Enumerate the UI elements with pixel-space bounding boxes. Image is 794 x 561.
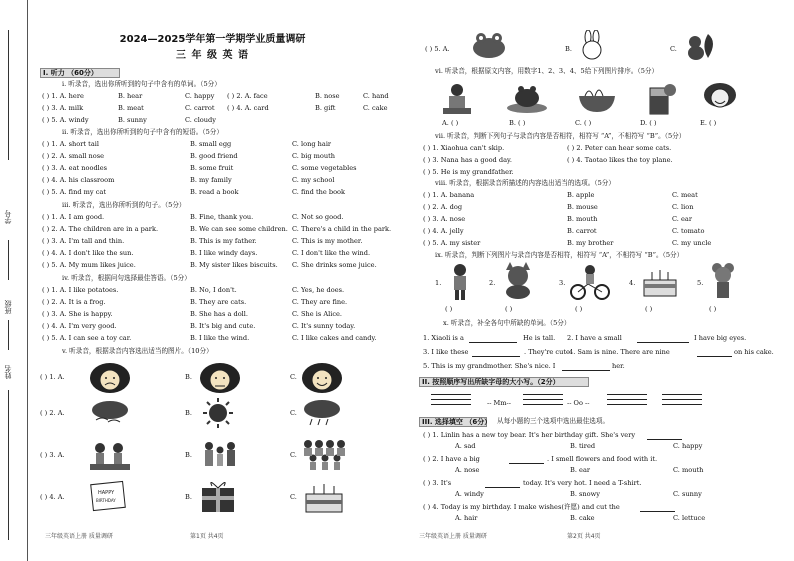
part-i-row-3-cell-1: ( ) 5. A. windy xyxy=(42,116,89,124)
part-ii-row-4-cell-1: ( ) 4. A. his classroom xyxy=(42,176,115,184)
part-iii-row-2-cell-1: ( ) 2. A. The children are in a park. xyxy=(42,225,159,233)
option-c-label: C. xyxy=(290,373,297,381)
part-iii-instructions: iii. 听录音，选出你所听到的句子。（5分） xyxy=(62,201,186,209)
cake-picture xyxy=(640,262,680,300)
part-i-row-1-cell-2: B. hear xyxy=(118,92,143,100)
part-ii-row-5-cell-2: B. read a book xyxy=(190,188,239,196)
part-ii-row-2-cell-2: B. good friend xyxy=(190,152,238,160)
option-b-label: B. xyxy=(185,409,192,417)
sidebar-label-name: 姓名 xyxy=(4,365,12,379)
ix-number-4: 4. xyxy=(629,279,636,287)
part-viii-row-4-cell-2: B. carrot xyxy=(567,227,597,235)
gift-box-picture xyxy=(198,478,238,514)
part-viii-row-1-cell-2: B. apple xyxy=(567,191,595,199)
question-label: ( ) 5. A. xyxy=(425,45,450,53)
part-i-row-1-cell-5: B. nose xyxy=(315,92,340,100)
windy-cloud-picture xyxy=(88,398,132,428)
section-1-title: I. 听力 （60分） xyxy=(43,69,98,77)
part-iv-row-4-cell-1: ( ) 4. A. I'm very good. xyxy=(42,322,117,330)
question-label: ( ) 1. A. xyxy=(40,373,65,381)
option-c-label: C. xyxy=(290,409,297,417)
part-iii-row-1-cell-3: C. Not so good. xyxy=(292,213,344,221)
choice-1-option-c: C. happy xyxy=(673,442,703,450)
option-b-label: B. xyxy=(565,45,572,53)
juice-glass-picture xyxy=(640,80,680,118)
section-3-instructions: 从每小题的三个选项中选出最佳选项。 xyxy=(497,417,610,425)
part-vi-instructions: vi. 听录音，根据原文内容，用数字1、2、3、4、5给下列图片排序。（5分） xyxy=(435,67,659,75)
part-x-instructions: x. 听录音，补全各句中所缺的单词。（5分） xyxy=(443,319,571,327)
choice-2-option-b: B. ear xyxy=(570,466,591,474)
squirrel-picture xyxy=(682,30,718,62)
writing-line xyxy=(662,404,702,405)
part-vii-row-1-cell-2: ( ) 2. Peter can hear some cats. xyxy=(567,144,672,152)
part-vii-instructions: vii. 听录音，判断下列句子与录音内容是否相符，相符写 “A”，不相符写 “B”。（5分） xyxy=(435,132,686,140)
part-x-row-2-cell-3: 4. Sam is nine. There are nine xyxy=(569,348,670,356)
part-iii-row-4-cell-3: C. I don't like the wind. xyxy=(292,249,371,257)
rain-cloud-picture xyxy=(300,398,344,428)
fill-blank-line[interactable] xyxy=(647,439,682,440)
writing-line xyxy=(523,399,563,400)
sidebar-label-school: 学号 xyxy=(4,210,12,224)
part-iv-row-1-cell-2: B. No, I don't. xyxy=(190,286,237,294)
svg-text:HAPPY: HAPPY xyxy=(98,490,115,496)
option-b-label: B. xyxy=(185,373,192,381)
part-viii-row-3-cell-2: B. mouth xyxy=(567,215,598,223)
choice-4-option-c: C. lettuce xyxy=(673,514,706,522)
fill-blank-line[interactable] xyxy=(472,356,520,357)
birthday-cake-picture xyxy=(300,476,348,516)
part-viii-row-5-cell-1: ( ) 5. A. my sister xyxy=(423,239,481,247)
part-iv-row-5-cell-2: B. I like the wind. xyxy=(190,334,250,342)
part-iv-row-3-cell-2: B. She has a doll. xyxy=(190,310,248,318)
choice-3-option-c: C. sunny xyxy=(673,490,702,498)
ix-number-5: 5. xyxy=(697,279,704,287)
answer-paren-2: ( ) xyxy=(505,305,513,313)
part-ix-instructions: ix. 听录音，判断下列图片与录音内容是否相符，相符写 “A”，不相符写 “B”。（5分） xyxy=(435,251,684,259)
ix-number-3: 3. xyxy=(559,279,566,287)
part-i-row-2-cell-2: B. meat xyxy=(118,104,144,112)
part-iv-row-2-cell-3: C. They are fine. xyxy=(292,298,348,306)
order-label-a: A. ( ) xyxy=(442,119,459,127)
part-x-row-2-cell-2: . They're cute. xyxy=(524,348,573,356)
choice-2-option-a: A. nose xyxy=(455,466,480,474)
part-i-row-2-cell-1: ( ) 3. A. milk xyxy=(42,104,84,112)
part-iii-row-2-cell-2: B. We can see some children. xyxy=(190,225,288,233)
part-vii-row-3-cell-1: ( ) 5. He is my grandfather. xyxy=(423,168,514,176)
fill-blank-line[interactable] xyxy=(697,356,732,357)
part-iii-row-5-cell-3: C. She drinks some juice. xyxy=(292,261,377,269)
mouse-picture xyxy=(707,262,739,300)
part-x-row-1-cell-3: 2. I have a small xyxy=(567,334,622,342)
part-iii-row-5-cell-1: ( ) 5. A. My mum likes juice. xyxy=(42,261,136,269)
part-ii-row-2-cell-1: ( ) 2. A. small nose xyxy=(42,152,105,160)
choice-question-2: ( ) 2. I have a big xyxy=(423,455,480,463)
choice-4-option-b: B. cake xyxy=(570,514,595,522)
option-c-label: C. xyxy=(290,451,297,459)
smiling-girl-picture xyxy=(700,80,740,118)
exam-title: 2024—2025学年第一学期学业质量调研 xyxy=(119,34,306,45)
choice-1-option-a: A. sad xyxy=(455,442,476,450)
part-viii-row-5-cell-3: C. my uncle xyxy=(672,239,712,247)
writing-line xyxy=(607,394,647,395)
choice-3-option-a: A. windy xyxy=(455,490,484,498)
children-picture xyxy=(88,438,132,472)
part-iv-row-3-cell-1: ( ) 3. A. She is happy. xyxy=(42,310,113,318)
choice-question-3: ( ) 3. It's xyxy=(423,479,452,487)
writing-line xyxy=(523,394,563,395)
part-v-instructions: v. 听录音，根据录音内容选出适当的图片。（10分） xyxy=(62,347,213,355)
part-iii-row-4-cell-1: ( ) 4. A. I don't like the sun. xyxy=(42,249,134,257)
svg-text:BIRTHDAY: BIRTHDAY xyxy=(96,498,116,503)
part-iii-row-1-cell-1: ( ) 1. A. I am good. xyxy=(42,213,105,221)
frog-picture xyxy=(469,30,509,60)
ix-number-2: 2. xyxy=(489,279,496,287)
part-ii-row-1-cell-3: C. long hair xyxy=(292,140,332,148)
part-x-row-1-cell-1: 1. Xiaoli is a xyxy=(423,334,464,342)
part-x-row-1-cell-2: He is tall. xyxy=(523,334,556,342)
writing-line xyxy=(431,404,471,405)
sidebar-line xyxy=(8,30,9,160)
letter-mm: -- Mm-- xyxy=(487,399,512,407)
part-i-instructions: i. 听录音，选出你所听到的句子中含有的单词。（5分） xyxy=(62,80,221,88)
part-vii-row-2-cell-2: ( ) 4. Taotao likes the toy plane. xyxy=(567,156,673,164)
part-ii-row-4-cell-2: B. my family xyxy=(190,176,232,184)
noodle-bowl-picture xyxy=(575,80,619,116)
part-i-row-1-cell-1: ( ) 1. A. here xyxy=(42,92,84,100)
sidebar-line xyxy=(8,390,9,540)
part-i-row-1-cell-6: C. hand xyxy=(363,92,389,100)
choice-3-option-b: B. snowy xyxy=(570,490,601,498)
writing-line xyxy=(607,399,647,400)
writing-line xyxy=(662,394,702,395)
part-ii-row-1-cell-1: ( ) 1. A. short tail xyxy=(42,140,99,148)
exam-subtitle: 三 年 级 英 语 xyxy=(176,50,249,61)
happy-girl-picture xyxy=(300,360,344,394)
cat-picture xyxy=(500,262,536,300)
writing-line xyxy=(523,404,563,405)
part-i-row-1-cell-3: C. happy xyxy=(185,92,215,100)
fill-blank-line[interactable] xyxy=(469,342,517,343)
part-ii-row-1-cell-2: B. small egg xyxy=(190,140,232,148)
family-picture xyxy=(198,438,242,472)
part-iv-row-3-cell-3: C. She is Alice. xyxy=(292,310,343,318)
footer-left: 三年级英语上册 质量调研 xyxy=(419,533,487,540)
part-iii-row-2-cell-3: C. There's a child in the park. xyxy=(292,225,392,233)
choice-question-4: ( ) 4. Today is my birthday. I make wishes(许愿) and cut the xyxy=(423,503,620,511)
part-viii-row-4-cell-1: ( ) 4. A. jelly xyxy=(423,227,464,235)
part-ii-row-2-cell-3: C. big mouth xyxy=(292,152,336,160)
part-x-row-2-cell-1: 3. I like these xyxy=(423,348,469,356)
part-i-row-3-cell-2: B. sunny xyxy=(118,116,147,124)
sidebar-label-class: 班级 xyxy=(4,300,12,314)
option-c-label: C. xyxy=(670,45,677,53)
footer-page-number: 第2页 共4页 xyxy=(567,533,601,540)
question-label: ( ) 4. A. xyxy=(40,493,65,501)
part-iv-row-5-cell-3: C. I like cakes and candy. xyxy=(292,334,377,342)
option-c-label: C. xyxy=(290,493,297,501)
girl-with-plant-picture xyxy=(437,80,477,118)
big-family-picture xyxy=(300,436,350,472)
part-viii-row-3-cell-1: ( ) 3. A. nose xyxy=(423,215,466,223)
part-x-row-3-cell-2: her. xyxy=(612,362,625,370)
part-ii-row-3-cell-1: ( ) 3. A. eat noodles xyxy=(42,164,108,172)
part-i-row-2-cell-3: C. carrot xyxy=(185,104,215,112)
part-iv-row-2-cell-2: B. They are cats. xyxy=(190,298,247,306)
part-ii-instructions: ii. 听录音，选出你所听到的句子中含有的短语。（5分） xyxy=(62,128,223,136)
writing-line xyxy=(662,399,702,400)
part-viii-instructions: viii. 听录音，根据录音所描述的内容选出适当的选项。（5分） xyxy=(435,179,615,187)
question-label: ( ) 3. A. xyxy=(40,451,65,459)
part-viii-row-4-cell-3: C. tomato xyxy=(672,227,705,235)
part-ii-row-3-cell-2: B. some fruit xyxy=(190,164,234,172)
choice-question-1: ( ) 1. Linlin has a new toy bear. It's her birthday gift. She's very xyxy=(423,431,636,439)
ix-number-1: 1. xyxy=(435,279,442,287)
part-viii-row-3-cell-3: C. ear xyxy=(672,215,692,223)
choice-2-option-c: C. mouth xyxy=(673,466,704,474)
option-b-label: B. xyxy=(185,493,192,501)
fill-blank-line[interactable] xyxy=(640,511,675,512)
order-label-b: B. ( ) xyxy=(509,119,526,127)
part-x-row-3-cell-1: 5. This is my grandmother. She's nice. I xyxy=(423,362,556,370)
order-label-c: C. ( ) xyxy=(575,119,592,127)
part-iv-row-5-cell-1: ( ) 5. A. I can see a toy car. xyxy=(42,334,132,342)
order-label-e: E. ( ) xyxy=(700,119,717,127)
choice-4-option-a: A. hair xyxy=(455,514,478,522)
answer-paren-3: ( ) xyxy=(575,305,583,313)
part-viii-row-2-cell-1: ( ) 2. A. dog xyxy=(423,203,463,211)
sidebar-line xyxy=(8,240,9,280)
fill-blank-line[interactable] xyxy=(485,487,520,488)
sad-girl-picture xyxy=(88,360,132,394)
part-ii-row-3-cell-3: C. some vegetables xyxy=(292,164,357,172)
birthday-card-picture xyxy=(88,480,128,512)
part-viii-row-5-cell-2: B. my brother xyxy=(567,239,614,247)
part-iii-row-4-cell-2: B. I like windy days. xyxy=(190,249,258,257)
answer-paren-5: ( ) xyxy=(709,305,717,313)
part-ii-row-5-cell-1: ( ) 5. A. find my cat xyxy=(42,188,106,196)
section-2-title: II. 按照顺序写出所缺字母的大小写。（2分） xyxy=(422,378,560,386)
choice-question-2-tail: . I smell flowers and food with it. xyxy=(547,455,658,463)
part-vii-row-1-cell-1: ( ) 1. Xiaohua can't skip. xyxy=(423,144,505,152)
boy-on-bike-picture xyxy=(570,262,610,300)
part-i-row-2-cell-4: ( ) 4. A. card xyxy=(227,104,269,112)
part-iv-row-2-cell-1: ( ) 2. A. It is a frog. xyxy=(42,298,106,306)
part-viii-row-2-cell-3: C. lion xyxy=(672,203,694,211)
rabbit-picture xyxy=(577,30,607,62)
choice-1-option-b: B. tired xyxy=(570,442,596,450)
binding-sidebar xyxy=(0,0,28,561)
part-iii-row-5-cell-2: B. My sister likes biscuits. xyxy=(190,261,278,269)
part-iv-row-4-cell-3: C. It's sunny today. xyxy=(292,322,356,330)
part-viii-row-1-cell-1: ( ) 1. A. banana xyxy=(423,191,475,199)
writing-line xyxy=(431,394,471,395)
part-x-row-1-cell-4: I have big eyes. xyxy=(694,334,747,342)
part-iv-row-1-cell-3: C. Yes, he does. xyxy=(292,286,345,294)
part-iv-instructions: iv. 听录音，根据问句选择最佳答语。（5分） xyxy=(62,274,191,282)
part-ii-row-4-cell-3: C. my school xyxy=(292,176,335,184)
part-iv-row-1-cell-1: ( ) 1. A. I like potatoes. xyxy=(42,286,119,294)
answer-paren-4: ( ) xyxy=(645,305,653,313)
part-x-row-2-cell-4: on his cake. xyxy=(734,348,774,356)
fill-blank-line[interactable] xyxy=(562,370,610,371)
part-iii-row-3-cell-2: B. This is my father. xyxy=(190,237,257,245)
part-iii-row-3-cell-1: ( ) 3. A. I'm tall and thin. xyxy=(42,237,125,245)
part-i-row-2-cell-5: B. gift xyxy=(315,104,336,112)
letter-oo: -- Oo -- xyxy=(567,399,590,407)
part-i-row-1-cell-4: ( ) 2. A. face xyxy=(227,92,268,100)
part-i-row-3-cell-3: C. cloudy xyxy=(185,116,216,124)
sidebar-line xyxy=(8,320,9,350)
frog-on-leaf-picture xyxy=(505,80,549,116)
part-viii-row-2-cell-2: B. mouse xyxy=(567,203,598,211)
footer-left: 三年级英语上册 质量调研 xyxy=(45,533,113,540)
order-label-d: D. ( ) xyxy=(640,119,657,127)
part-iii-row-1-cell-2: B. Fine, thank you. xyxy=(190,213,254,221)
writing-line xyxy=(607,404,647,405)
footer-page-number: 第1页 共4页 xyxy=(190,533,224,540)
section-3-title: III. 选择填空 （6分） xyxy=(422,418,492,426)
part-iii-row-3-cell-3: C. This is my mother. xyxy=(292,237,363,245)
option-b-label: B. xyxy=(185,451,192,459)
fill-blank-line[interactable] xyxy=(509,463,544,464)
answer-paren-1: ( ) xyxy=(445,305,453,313)
boy-standing-picture xyxy=(445,262,475,302)
page-2 xyxy=(397,0,794,561)
fill-blank-line[interactable] xyxy=(637,342,689,343)
writing-line xyxy=(431,399,471,400)
part-i-row-2-cell-6: C. cake xyxy=(363,104,388,112)
angry-girl-picture xyxy=(198,360,242,394)
question-label: ( ) 2. A. xyxy=(40,409,65,417)
part-viii-row-1-cell-3: C. meat xyxy=(672,191,698,199)
part-ii-row-5-cell-3: C. find the book xyxy=(292,188,346,196)
sun-picture xyxy=(198,396,238,430)
part-vii-row-2-cell-1: ( ) 3. Nana has a good day. xyxy=(423,156,512,164)
part-iv-row-4-cell-2: B. It's big and cute. xyxy=(190,322,256,330)
choice-question-3-tail: today. It's very hot. I need a T-shirt. xyxy=(523,479,642,487)
